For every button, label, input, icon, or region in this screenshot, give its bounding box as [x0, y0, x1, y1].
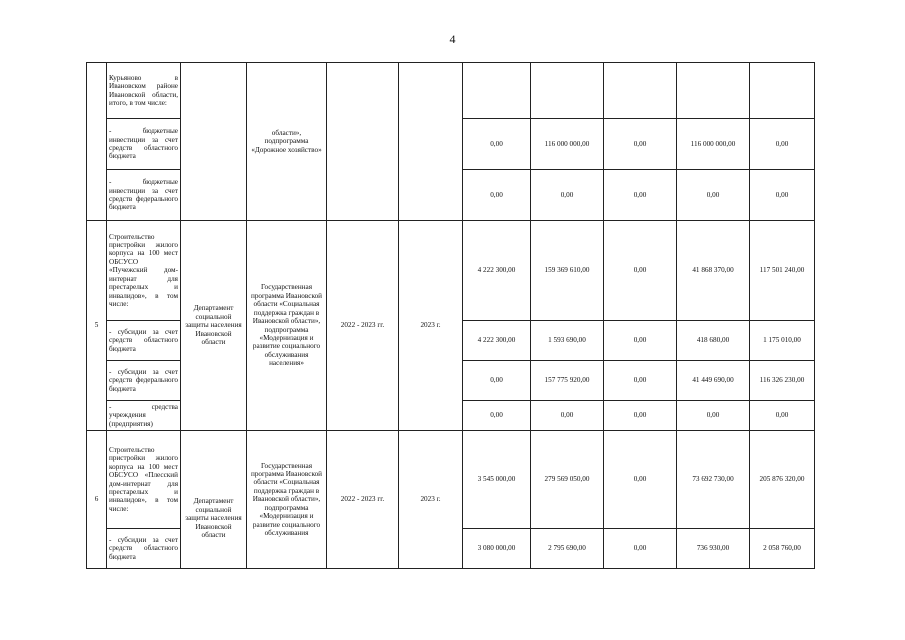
- value-cell: 0,00: [677, 170, 750, 221]
- value-cell: [463, 63, 531, 119]
- object-name-cell: - средства учреждения (предприятия): [107, 401, 181, 431]
- value-cell: 3 545 000,00: [463, 431, 531, 529]
- value-cell: 279 569 050,00: [531, 431, 604, 529]
- value-cell: 41 868 370,00: [677, 221, 750, 321]
- value-cell: 116 326 230,00: [750, 361, 815, 401]
- row-number-cell: [87, 63, 107, 221]
- period-cell: 2022 - 2023 гг.: [327, 431, 399, 569]
- value-cell: 0,00: [604, 221, 677, 321]
- value-cell: 3 080 000,00: [463, 529, 531, 569]
- department-cell: Департамент социальной защиты населения Ивановской области: [181, 431, 247, 569]
- value-cell: 0,00: [604, 119, 677, 170]
- value-cell: 1 593 690,00: [531, 321, 604, 361]
- value-cell: 0,00: [604, 321, 677, 361]
- value-cell: 4 222 300,00: [463, 221, 531, 321]
- value-cell: 0,00: [677, 401, 750, 431]
- object-name-cell: - субсидии за счет средств областного бюджета: [107, 529, 181, 569]
- value-cell: 0,00: [463, 401, 531, 431]
- value-cell: 4 222 300,00: [463, 321, 531, 361]
- value-cell: [531, 63, 604, 119]
- table-row: [87, 63, 815, 119]
- row-number-cell: 6: [87, 431, 107, 569]
- value-cell: 2 795 690,00: [531, 529, 604, 569]
- value-cell: 205 876 320,00: [750, 431, 815, 529]
- value-cell: 2 058 760,00: [750, 529, 815, 569]
- value-cell: [677, 63, 750, 119]
- department-cell: Департамент социальной защиты населения Ивановской области: [181, 221, 247, 431]
- value-cell: 157 775 920,00: [531, 361, 604, 401]
- object-name-cell: - субсидии за счет средств федерального бюджета: [107, 361, 181, 401]
- value-cell: 0,00: [604, 431, 677, 529]
- year-cell: [399, 63, 463, 221]
- object-name-cell: - бюджетные инвестиции за счет средств федерального бюджета: [107, 170, 181, 221]
- value-cell: 41 449 690,00: [677, 361, 750, 401]
- value-cell: 116 000 000,00: [677, 119, 750, 170]
- value-cell: 0,00: [463, 119, 531, 170]
- value-cell: 0,00: [531, 401, 604, 431]
- table-row: [87, 431, 815, 529]
- value-cell: 0,00: [463, 361, 531, 401]
- object-name-cell: Курьяново в Ивановском районе Ивановской области, итого, в том числе:: [107, 63, 181, 119]
- investment-table: [86, 62, 815, 569]
- value-cell: 0,00: [750, 119, 815, 170]
- value-cell: 736 930,00: [677, 529, 750, 569]
- value-cell: 117 501 240,00: [750, 221, 815, 321]
- value-cell: 73 692 730,00: [677, 431, 750, 529]
- object-name-cell: - бюджетные инвестиции за счет средств областного бюджета: [107, 119, 181, 170]
- value-cell: 0,00: [604, 529, 677, 569]
- value-cell: 116 000 000,00: [531, 119, 604, 170]
- value-cell: 0,00: [463, 170, 531, 221]
- value-cell: [604, 63, 677, 119]
- object-name-cell: Строительство пристройки жилого корпуса на 100 мест ОБСУСО «Пучежский дом-интернат для престарелых и инвалидов», в том числе:: [107, 221, 181, 321]
- object-name-cell: Строительство пристройки жилого корпуса на 100 мест ОБСУСО «Плесский дом-интернат для престарелых и инвалидов», в том числе:: [107, 431, 181, 529]
- year-cell: 2023 г.: [399, 431, 463, 569]
- table-row: [87, 221, 815, 321]
- value-cell: 159 369 610,00: [531, 221, 604, 321]
- value-cell: 1 175 010,00: [750, 321, 815, 361]
- value-cell: [750, 63, 815, 119]
- row-number-cell: 5: [87, 221, 107, 431]
- year-cell: 2023 г.: [399, 221, 463, 431]
- value-cell: 0,00: [604, 401, 677, 431]
- value-cell: 0,00: [604, 361, 677, 401]
- value-cell: 0,00: [750, 170, 815, 221]
- period-cell: [327, 63, 399, 221]
- object-name-cell: - субсидии за счет средств областного бюджета: [107, 321, 181, 361]
- value-cell: 0,00: [750, 401, 815, 431]
- value-cell: 0,00: [604, 170, 677, 221]
- department-cell: [181, 63, 247, 221]
- program-cell: Государственная программа Ивановской области «Социальная поддержка граждан в Ивановской области», подпрограмма «Модернизация и развитие социального обслуживания населения»: [247, 221, 327, 431]
- page-number: 4: [449, 32, 456, 46]
- program-cell: Государственная программа Ивановской области «Социальная поддержка граждан в Ивановской области», подпрограмма «Модернизация и развитие социального обслуживания: [247, 431, 327, 569]
- value-cell: 0,00: [531, 170, 604, 221]
- program-cell: области», подпрограмма «Дорожное хозяйство»: [247, 63, 327, 221]
- period-cell: 2022 - 2023 гг.: [327, 221, 399, 431]
- value-cell: 418 680,00: [677, 321, 750, 361]
